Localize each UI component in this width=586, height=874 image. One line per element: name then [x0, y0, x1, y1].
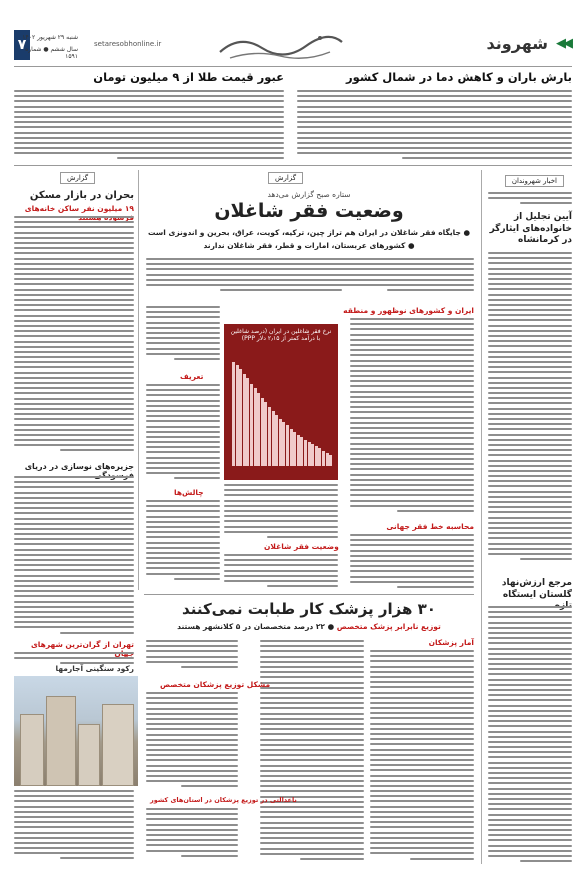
chart-bar: [304, 440, 307, 466]
page-number: ۷: [14, 30, 30, 60]
sidebar-tag: اخبار شهروندان: [505, 175, 564, 187]
chart-bar: [243, 374, 246, 466]
double-arrow-icon: ◀◀: [556, 36, 570, 51]
left-col-body-2: [14, 476, 134, 636]
left-col-sub-3: تهران از گران‌ترین شهرهای: [30, 640, 134, 649]
header-divider: [14, 66, 572, 67]
bottom-col2: [260, 640, 364, 864]
top-right-body: [297, 90, 572, 160]
lead-title: وضعیت فقر شاغلان: [214, 200, 404, 222]
lead-body-col4a: [146, 306, 220, 366]
chart-bar: [318, 448, 321, 466]
chart-bar: [254, 388, 257, 466]
sidebar-body-2: [488, 606, 572, 864]
lead-sub-3: تعریف: [180, 372, 204, 381]
top-left-body: [14, 90, 284, 160]
chart-bar: [232, 362, 235, 467]
chart-bar: [308, 442, 311, 466]
bottom-sub-3: ناعدالتی در توزیع پزشکان در استان‌های کشور: [150, 796, 297, 804]
lead-body-col3a: [224, 484, 338, 540]
chart-bar: [246, 378, 249, 466]
left-col-sub-2: جزیره‌های نوسازی در دریای: [24, 462, 134, 471]
chart-bar: [282, 422, 285, 466]
lead-body-col4c: [146, 500, 220, 584]
bottom-col1: [370, 650, 474, 864]
bottom-dek-1: توزیع نابرابر پزشک متخصص: [336, 622, 441, 631]
issue-number: سال ششم ● شماره ۱۵۹۱: [25, 46, 78, 60]
bottom-col3c: [146, 808, 238, 864]
left-col-divider: [138, 170, 139, 590]
sidebar-divider: [481, 170, 482, 864]
lead-intro-right: [334, 258, 474, 300]
lead-body-col4b: [146, 384, 220, 484]
lead-sub-5: محاسبه خط فقر جهانی: [386, 522, 474, 531]
bottom-title: ۳۰ هزار پزشک کار طبابت نمی‌کنند: [182, 600, 436, 618]
lead-body-col1b: [350, 534, 474, 588]
chart-bar: [239, 369, 242, 466]
bottom-dek: [144, 622, 474, 631]
sidebar-title-1: آیین تجلیل از خانواده‌های ایثارگر در کرمانشاه: [489, 212, 572, 246]
bottom-col3a: [146, 640, 238, 676]
lead-dek-1: ● جایگاه فقر شاغلان در ایران هم تراز چین، ترکیه، کویت، عراق، بحرین و اندونزی است: [147, 228, 471, 237]
chart-bar: [315, 446, 318, 466]
poverty-chart: [224, 324, 338, 480]
lead-body-col1: [350, 318, 474, 518]
top-divider: [14, 165, 572, 166]
chart-bar: [322, 451, 325, 466]
sidebar-title-2: مرجع ارزش‌نهاد گلستان ایستگاه: [501, 578, 572, 600]
section-header: [487, 34, 570, 53]
chart-bar: [311, 444, 314, 466]
chart-bar: [279, 419, 282, 466]
top-right-headline: بارش باران و کاهش دما در شمال کشور: [346, 70, 572, 84]
chart-bar: [250, 384, 253, 467]
left-col-title: بحران در بازار مسکن: [29, 190, 134, 201]
sidebar-body-1: [488, 252, 572, 572]
chart-bar: [261, 398, 264, 466]
chart-bar: [264, 402, 267, 466]
chart-bar: [326, 453, 329, 466]
left-col-body-4: [14, 790, 134, 862]
lead-sub-2: وضعیت فقر شاغلان: [264, 542, 339, 551]
lead-sub-1: ایران و کشورهای نوظهور و منطقه: [343, 306, 474, 315]
bottom-divider: [144, 594, 474, 595]
top-left-headline: عبور قیمت طلا از ۹ میلیون تومان: [93, 70, 284, 84]
chart-bar: [257, 393, 260, 466]
chart-bar: [300, 437, 303, 466]
bottom-sub-2: مشکل توزیع پزشکان متخصص: [160, 680, 271, 689]
lead-kicker: ستاره صبح گزارش می‌دهد: [267, 190, 351, 199]
left-col-sub-1: ۱۹ میلیون نفر ساکن خانه‌های: [24, 204, 134, 213]
bottom-sub-1: آمار پزشکان: [428, 638, 474, 647]
lead-sub-4: چالش‌ها: [174, 488, 204, 497]
bottom-dek-2: ● ۲۲ درصد متخصصان در ۵ کلانشهر هستند: [177, 622, 335, 631]
chart-bar: [290, 429, 293, 466]
bottom-col3b: [146, 692, 238, 792]
site-url[interactable]: setaresobhonline.ir: [94, 40, 162, 48]
lead-body-col3b: [224, 554, 338, 588]
chart-bar: [275, 415, 278, 466]
section-name: شهروند: [486, 34, 548, 53]
left-col-sub-4: رکود سنگینی آجارمها: [55, 664, 134, 673]
chart-bar: [329, 455, 332, 466]
lead-dek-2: ● کشورهای عربستان، امارات و قطر، فقر شاغلان ندارند: [203, 241, 415, 250]
chart-bar: [268, 407, 271, 466]
lead-intro-left: [146, 258, 342, 300]
chart-bar: [297, 435, 300, 466]
masthead: [14, 28, 572, 68]
left-col-body-1: [14, 216, 134, 456]
chart-title: نرخ فقر شاغلین در ایران (درصد شاغلین با درآمد کمتر از ۲٫۱۵ دلار PPP): [230, 328, 332, 342]
lead-tag: گزارش: [268, 172, 303, 184]
newspaper-logo: [210, 30, 350, 64]
sidebar-intro: [488, 192, 572, 212]
issue-info: [14, 30, 78, 64]
issue-date: شنبه ۲۹ شهریور ۱۴۰۲: [22, 34, 78, 41]
chart-bar: [236, 365, 239, 466]
buildings-photo: [14, 676, 138, 786]
left-col-tag: گزارش: [60, 172, 95, 184]
chart-bar: [272, 411, 275, 466]
chart-bar: [293, 432, 296, 466]
chart-bar: [286, 425, 289, 466]
